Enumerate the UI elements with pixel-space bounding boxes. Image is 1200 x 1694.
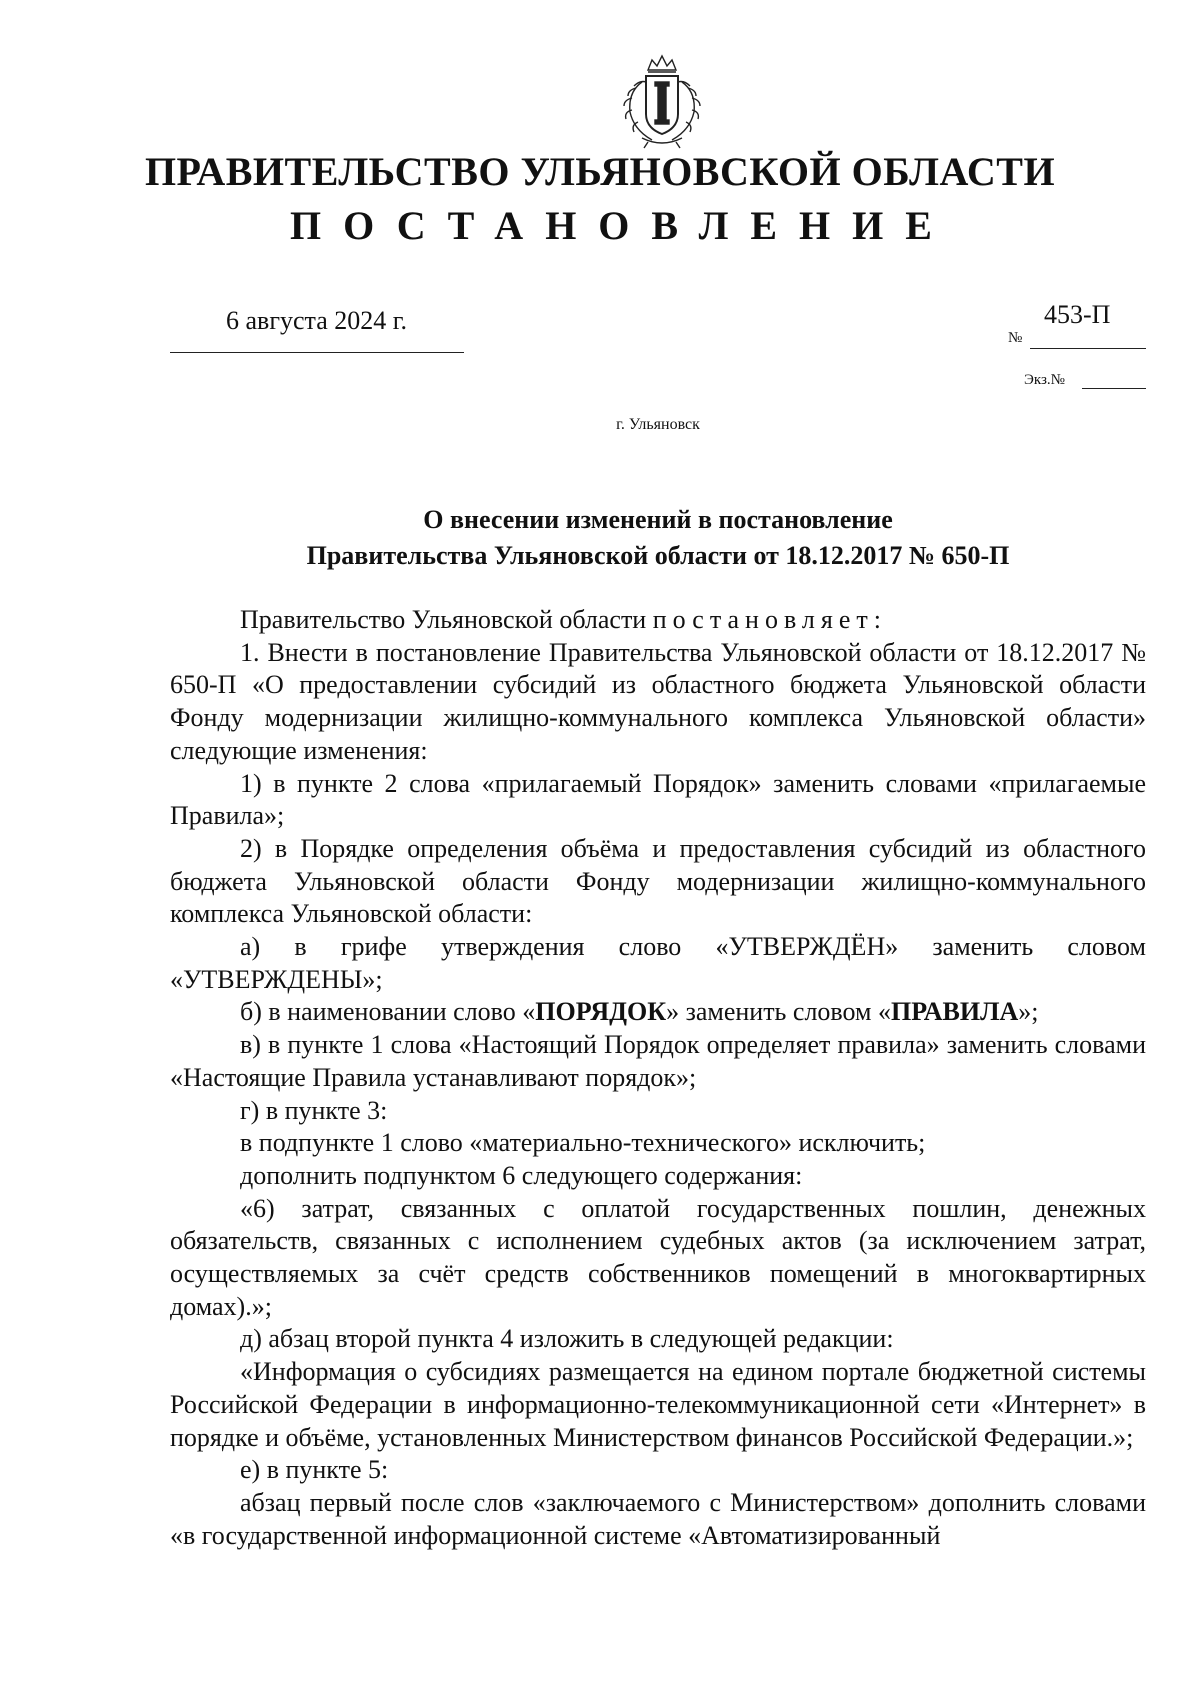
title-line-2: Правительства Ульяновской области от 18.12.2017 № 650-П bbox=[306, 541, 1010, 570]
copy-number-underline bbox=[1082, 388, 1146, 389]
paragraph-g-quote: «6) затрат, связанных с оплатой государственных пошлин, денежных обязательств, связанных с исполнением судебных актов (за исключением затрат, осуществляемых за счёт средств собственников помещений в многоквартирных домах).»; bbox=[170, 1193, 1146, 1321]
document-number: 453-П bbox=[1044, 300, 1111, 329]
paragraph-b-text-1: б) в наименовании слово « bbox=[240, 997, 536, 1027]
document-date: 6 августа 2024 г. bbox=[226, 306, 407, 335]
document-title bbox=[0, 502, 1200, 574]
preamble-subject: Правительство Ульяновской области bbox=[240, 605, 647, 634]
preamble-verb: постановляет: bbox=[652, 605, 887, 634]
paragraph-b-text-2: » заменить словом « bbox=[666, 997, 891, 1027]
paragraph-b bbox=[170, 996, 1146, 1029]
document-body bbox=[170, 604, 1146, 1552]
paragraph-b-text-3: »; bbox=[1018, 997, 1039, 1027]
coat-of-arms-icon bbox=[612, 52, 712, 150]
copy-number-label: Экз.№ bbox=[1024, 372, 1065, 388]
document-type: ПОСТАНОВЛЕНИЕ bbox=[290, 203, 954, 248]
paragraph-g-2: дополнить подпунктом 6 следующего содержания: bbox=[240, 1160, 803, 1190]
paragraph-1-1: 1) в пункте 2 слова «прилагаемый Порядок» заменить словами «прилагаемые Правила»; bbox=[170, 768, 1146, 831]
organization-name: ПРАВИТЕЛЬСТВО УЛЬЯНОВСКОЙ ОБЛАСТИ bbox=[144, 149, 1056, 194]
paragraph-d: д) абзац второй пункта 4 изложить в следующей редакции: bbox=[240, 1324, 894, 1354]
number-underline bbox=[1030, 348, 1146, 349]
city: г. Ульяновск bbox=[616, 416, 700, 433]
paragraph-e-1: абзац первый после слов «заключаемого с Министерством» дополнить словами «в государственной информационной системе «Автоматизированный bbox=[170, 1487, 1146, 1550]
paragraph-b-bold-1: ПОРЯДОК bbox=[535, 997, 667, 1027]
paragraph-e: е) в пункте 5: bbox=[240, 1455, 389, 1485]
paragraph-1: 1. Внести в постановление Правительства Ульяновской области от 18.12.2017 № 650-П «О предоставлении субсидий из областного бюджета Ульяновской области Фонду модернизации жилищно-коммунального комплекса Ульяновской области» следующие изменения: bbox=[170, 637, 1146, 765]
title-line-1: О внесении изменений в постановление bbox=[423, 505, 893, 534]
date-underline bbox=[170, 352, 464, 353]
paragraph-g-1: в подпункте 1 слово «материально-технического» исключить; bbox=[240, 1128, 926, 1158]
paragraph-a: а) в грифе утверждения слово «УТВЕРЖДЁН» заменить словом «УТВЕРЖДЕНЫ»; bbox=[170, 932, 1146, 994]
paragraph-g: г) в пункте 3: bbox=[240, 1095, 388, 1125]
paragraph-b-bold-2: ПРАВИЛА bbox=[891, 997, 1019, 1027]
paragraph-preamble bbox=[170, 604, 1146, 637]
paragraph-v: в) в пункте 1 слова «Настоящий Порядок определяет правила» заменить словами «Настоящие Правила устанавливают порядок»; bbox=[170, 1030, 1146, 1092]
number-prefix: № bbox=[1008, 330, 1023, 346]
paragraph-d-quote: «Информация о субсидиях размещается на едином портале бюджетной системы Российской Федерации в информационно-телекоммуникационной сети «Интернет» в порядке и объёме, установленных Министерством финансов Российской Федерации.»; bbox=[170, 1357, 1146, 1452]
paragraph-1-2: 2) в Порядке определения объёма и предоставления субсидий из областного бюджета Ульяновской области Фонду модернизации жилищно-коммунального комплекса Ульяновской области: bbox=[170, 833, 1146, 929]
